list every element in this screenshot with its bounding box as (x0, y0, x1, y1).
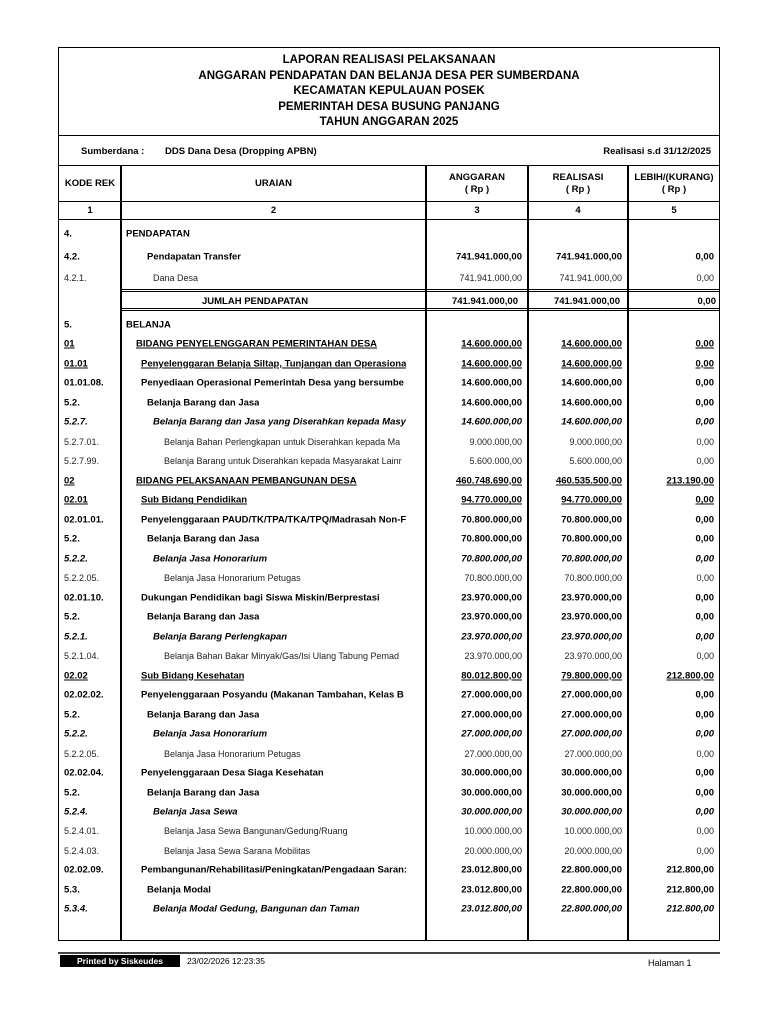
kode-rekening: 5.2.2.05. (64, 573, 100, 584)
column-number: 3 (474, 204, 480, 216)
table-row (59, 646, 719, 666)
table-row (59, 247, 719, 267)
uraian-text: Pembangunan/Rehabilitasi/Peningkatan/Pengadaan Saran: (141, 864, 408, 876)
column-number: 2 (270, 204, 277, 216)
anggaran-value: 20.000.000,00 (464, 845, 522, 856)
realisasi-value: 14.600.000,00 (561, 338, 622, 350)
lebih-kurang-value: 212.800,00 (666, 864, 714, 876)
footer-divider (58, 952, 720, 954)
anggaran-value: 23.012.800,00 (461, 884, 522, 896)
header-anggaran (426, 166, 528, 201)
uraian-text: Belanja Bahan Perlengkapan untuk Diserahkan kepada Ma (164, 436, 401, 447)
realisasi-value: 14.600.000,00 (561, 377, 622, 389)
lebih-kurang-value: 212.800,00 (666, 670, 714, 682)
uraian-text: Belanja Barang dan Jasa (147, 397, 260, 409)
printed-by-badge: Printed by Siskeudes (60, 955, 180, 967)
realisasi-value: 27.000.000,00 (561, 709, 622, 721)
anggaran-value: 23.970.000,00 (464, 651, 522, 662)
anggaran-value: 23.970.000,00 (461, 611, 522, 623)
kode-rekening: 5.2. (64, 397, 80, 409)
page-number: Halaman 1 (648, 958, 692, 968)
table-row (59, 802, 719, 822)
realisasi-value: 30.000.000,00 (561, 767, 622, 779)
lebih-kurang-value: 0,00 (696, 845, 714, 856)
kode-rekening: 02.02.02. (64, 689, 104, 701)
kode-rekening: 5.2.4. (64, 806, 88, 818)
lebih-kurang-value: 0,00 (696, 826, 714, 837)
uraian-text: Belanja Jasa Sewa (153, 806, 238, 818)
uraian-text: Belanja Barang Perlengkapan (153, 631, 288, 643)
anggaran-value: 10.000.000,00 (464, 826, 522, 837)
column-number: 5 (671, 204, 677, 216)
realisasi-value: 22.800.000,00 (561, 864, 622, 876)
table-row (59, 510, 719, 530)
realisasi-value: 20.000.000,00 (564, 845, 622, 856)
print-datetime: 23/02/2026 12:23:35 (187, 956, 265, 966)
jumlah-pendapatan-row (122, 289, 720, 311)
sumberdana-row (59, 136, 719, 166)
uraian-text: Belanja Barang untuk Diserahkan kepada Masyarakat Lainr (164, 456, 402, 467)
anggaran-value: 27.000.000,00 (461, 728, 522, 740)
lebih-kurang-value: 0,00 (695, 611, 714, 623)
kode-rekening: 5.2.7.99. (64, 456, 100, 467)
uraian-text: Belanja Barang dan Jasa (147, 709, 260, 721)
table-row (59, 860, 719, 880)
uraian-text: Dana Desa (153, 273, 199, 283)
lebih-kurang-value: 0,00 (695, 631, 714, 643)
kode-rekening: 5.2. (64, 709, 80, 721)
anggaran-value: 460.748.690,00 (455, 475, 522, 487)
header-unit: ( Rp ) (565, 183, 591, 195)
realisasi-value: 22.800.000,00 (561, 884, 622, 896)
table-row (59, 705, 719, 725)
uraian-text: BIDANG PENYELENGGARAN PEMERINTAHAN DESA (136, 338, 378, 350)
table-row (59, 880, 719, 900)
kode-rekening: 5.2.2. (64, 553, 88, 565)
report-title (59, 48, 719, 136)
table-body (59, 220, 719, 940)
lebih-kurang-value: 0,00 (696, 748, 714, 759)
realisasi-value: 741.941.000,00 (555, 251, 622, 263)
realisasi-value: 23.970.000,00 (561, 631, 622, 643)
anggaran-value: 23.970.000,00 (461, 592, 522, 604)
lebih-kurang-value: 0,00 (695, 553, 714, 565)
uraian-text: Belanja Barang dan Jasa (147, 787, 260, 799)
realisasi-value: 27.000.000,00 (564, 748, 622, 759)
lebih-kurang-value: 213.190,00 (666, 475, 714, 487)
uraian-text: Penyediaan Operasional Pemerintah Desa yang bersumbe (141, 377, 404, 389)
table-row (59, 588, 719, 608)
lebih-kurang-value: 0,00 (695, 251, 714, 263)
table-row (59, 268, 719, 288)
anggaran-value: 70.800.000,00 (461, 514, 522, 526)
table-row (59, 627, 719, 647)
table-row (59, 471, 719, 491)
realisasi-value: 5.600.000,00 (569, 456, 622, 467)
table-row (59, 334, 719, 354)
anggaran-value: 94.770.000,00 (461, 494, 522, 506)
anggaran-value: 5.600.000,00 (469, 456, 522, 467)
header-lebih-label: LEBIH/(KURANG) (634, 171, 714, 183)
anggaran-value: 70.800.000,00 (461, 533, 522, 545)
anggaran-value: 14.600.000,00 (461, 338, 522, 350)
realisasi-value: 79.800.000,00 (561, 670, 622, 682)
uraian-text: BIDANG PELAKSANAAN PEMBANGUNAN DESA (136, 475, 357, 487)
kode-rekening: 5.3. (64, 884, 80, 896)
uraian-text: Penyelenggaraan PAUD/TK/TPA/TKA/TPQ/Madrasah Non-F (141, 514, 407, 526)
kode-rekening: 01.01 (64, 358, 88, 370)
uraian-text: PENDAPATAN (126, 228, 190, 240)
lebih-kurang-value: 0,00 (695, 358, 714, 370)
realisasi-value: 70.800.000,00 (564, 573, 622, 584)
jumlah-lebih: 0,00 (697, 296, 716, 307)
table-row (59, 607, 719, 627)
header-uraian: URAIAN (255, 177, 292, 189)
realisasi-value: 14.600.000,00 (561, 397, 622, 409)
lebih-kurang-value: 0,00 (695, 416, 714, 428)
lebih-kurang-value: 0,00 (695, 338, 714, 350)
realisasi-value: 9.000.000,00 (569, 436, 622, 447)
table-row (59, 763, 719, 783)
table-row (59, 685, 719, 705)
header-unit: ( Rp ) (661, 183, 687, 195)
table-row (59, 549, 719, 569)
anggaran-value: 23.970.000,00 (461, 631, 522, 643)
title-line: TAHUN ANGGARAN 2025 (319, 116, 459, 128)
table-row (59, 432, 719, 452)
uraian-text: Penyelenggaraan Posyandu (Makanan Tambahan, Kelas B (141, 689, 404, 701)
jumlah-label: JUMLAH PENDAPATAN (202, 296, 309, 307)
anggaran-value: 70.800.000,00 (461, 553, 522, 565)
table-row (59, 412, 719, 432)
lebih-kurang-value: 0,00 (696, 456, 714, 467)
anggaran-value: 741.941.000,00 (459, 273, 522, 283)
title-line: ANGGARAN PENDAPATAN DAN BELANJA DESA PER SUMBERDANA (198, 69, 580, 82)
kode-rekening: 5.2.2.05. (64, 748, 100, 759)
lebih-kurang-value: 0,00 (696, 651, 714, 662)
realisasi-value: 94.770.000,00 (561, 494, 622, 506)
uraian-text: Dukungan Pendidikan bagi Siswa Miskin/Berprestasi (141, 592, 380, 604)
kode-rekening: 5.2.2. (64, 728, 88, 740)
table-row (59, 724, 719, 744)
header-realisasi-label: REALISASI (552, 171, 604, 183)
kode-rekening: 5.2. (64, 787, 80, 799)
anggaran-value: 30.000.000,00 (461, 806, 522, 818)
kode-rekening: 02.01.10. (64, 592, 104, 604)
table-row (59, 529, 719, 549)
lebih-kurang-value: 0,00 (695, 689, 714, 701)
title-line: KECAMATAN KEPULAUAN POSEK (293, 85, 485, 97)
lebih-kurang-value: 0,00 (695, 806, 714, 818)
uraian-text: Sub Bidang Pendidikan (141, 494, 248, 506)
lebih-kurang-value: 0,00 (695, 397, 714, 409)
uraian-text: Belanja Modal Gedung, Bangunan dan Taman (153, 903, 360, 915)
anggaran-value: 14.600.000,00 (461, 358, 522, 370)
realisasi-date: Realisasi s.d 31/12/2025 (603, 146, 711, 157)
kode-rekening: 5.2.4.01. (64, 826, 100, 837)
kode-rekening: 02.01.01. (64, 514, 104, 526)
anggaran-value: 9.000.000,00 (469, 436, 522, 447)
uraian-text: Belanja Jasa Honorarium Petugas (164, 573, 301, 584)
table-row (59, 224, 719, 244)
realisasi-value: 10.000.000,00 (564, 826, 622, 837)
jumlah-realisasi: 741.941.000,00 (553, 296, 620, 307)
uraian-text: Penyelenggaraan Desa Siaga Kesehatan (141, 767, 324, 779)
realisasi-value: 27.000.000,00 (561, 728, 622, 740)
lebih-kurang-value: 0,00 (695, 514, 714, 526)
table-row (59, 568, 719, 588)
realisasi-value: 27.000.000,00 (561, 689, 622, 701)
uraian-text: Belanja Barang dan Jasa yang Diserahkan kepada Masy (153, 416, 406, 428)
title-line: PEMERINTAH DESA BUSUNG PANJANG (278, 100, 500, 113)
kode-rekening: 02.02.09. (64, 864, 104, 876)
kode-rekening: 4.2.1. (64, 273, 87, 283)
anggaran-value: 741.941.000,00 (455, 251, 522, 263)
anggaran-value: 27.000.000,00 (461, 689, 522, 701)
anggaran-value: 14.600.000,00 (461, 416, 522, 428)
table-header (59, 166, 719, 202)
kode-rekening: 5.2. (64, 611, 80, 623)
anggaran-value: 14.600.000,00 (461, 377, 522, 389)
kode-rekening: 02.01 (64, 494, 88, 506)
anggaran-value: 23.012.800,00 (461, 903, 522, 915)
kode-rekening: 01 (64, 338, 75, 350)
uraian-text: Sub Bidang Kesehatan (141, 670, 245, 682)
header-unit: ( Rp ) (464, 183, 490, 195)
table-row (59, 490, 719, 510)
realisasi-value: 14.600.000,00 (561, 416, 622, 428)
column-numbers (59, 202, 719, 220)
kode-rekening: 4. (64, 228, 72, 240)
kode-rekening: 4.2. (64, 251, 80, 263)
lebih-kurang-value: 0,00 (695, 767, 714, 779)
anggaran-value: 70.800.000,00 (464, 573, 522, 584)
lebih-kurang-value: 0,00 (696, 573, 714, 584)
realisasi-value: 22.800.000,00 (561, 903, 622, 915)
column-number: 1 (87, 204, 93, 216)
uraian-text: BELANJA (126, 319, 171, 331)
uraian-text: Belanja Jasa Honorarium (153, 553, 268, 565)
lebih-kurang-value: 0,00 (695, 533, 714, 545)
table-row (59, 315, 719, 335)
kode-rekening: 5.2.1.04. (64, 651, 100, 662)
uraian-text: Belanja Jasa Sewa Sarana Mobilitas (164, 845, 311, 856)
kode-rekening: 5.2.7.01. (64, 436, 100, 447)
kode-rekening: 5.2.1. (64, 631, 88, 643)
table-row (59, 451, 719, 471)
lebih-kurang-value: 0,00 (695, 592, 714, 604)
anggaran-value: 27.000.000,00 (464, 748, 522, 759)
table-row (59, 393, 719, 413)
lebih-kurang-value: 0,00 (695, 709, 714, 721)
table-row (59, 354, 719, 374)
report-frame (58, 47, 720, 941)
header-realisasi (528, 166, 628, 201)
realisasi-value: 460.535.500,00 (555, 475, 622, 487)
realisasi-value: 23.970.000,00 (561, 592, 622, 604)
jumlah-anggaran: 741.941.000,00 (451, 296, 518, 307)
kode-rekening: 02 (64, 475, 75, 487)
uraian-text: Belanja Modal (147, 884, 211, 896)
kode-rekening: 5.2. (64, 533, 80, 545)
anggaran-value: 30.000.000,00 (461, 767, 522, 779)
anggaran-value: 23.012.800,00 (461, 864, 522, 876)
realisasi-value: 741.941.000,00 (559, 273, 622, 283)
lebih-kurang-value: 0,00 (695, 728, 714, 740)
header-lebih (628, 166, 720, 201)
title-line: LAPORAN REALISASI PELAKSANAAN (282, 54, 496, 66)
realisasi-value: 14.600.000,00 (561, 358, 622, 370)
table-row (59, 666, 719, 686)
anggaran-value: 14.600.000,00 (461, 397, 522, 409)
kode-rekening: 5.2.4.03. (64, 845, 100, 856)
table-row (59, 744, 719, 764)
kode-rekening: 5. (64, 319, 72, 331)
kode-rekening: 5.3.4. (64, 903, 88, 915)
table-row (59, 841, 719, 861)
table-row (59, 821, 719, 841)
lebih-kurang-value: 0,00 (696, 436, 714, 447)
realisasi-value: 70.800.000,00 (561, 553, 622, 565)
header-kode: KODE REK (64, 177, 116, 189)
lebih-kurang-value: 212.800,00 (666, 903, 714, 915)
header-anggaran-label: ANGGARAN (449, 171, 505, 183)
table-row (59, 899, 719, 919)
anggaran-value: 27.000.000,00 (461, 709, 522, 721)
sumberdana-value: DDS Dana Desa (Dropping APBN) (165, 146, 317, 157)
lebih-kurang-value: 0,00 (695, 787, 714, 799)
realisasi-value: 70.800.000,00 (561, 533, 622, 545)
uraian-text: Belanja Jasa Sewa Bangunan/Gedung/Ruang (164, 826, 348, 837)
column-number: 4 (575, 204, 581, 216)
lebih-kurang-value: 0,00 (695, 377, 714, 389)
uraian-text: Belanja Jasa Honorarium Petugas (164, 748, 301, 759)
sumberdana-label: Sumberdana : (81, 146, 145, 157)
uraian-text: Belanja Jasa Honorarium (153, 728, 268, 740)
kode-rekening: 02.02.04. (64, 767, 104, 779)
anggaran-value: 30.000.000,00 (461, 787, 522, 799)
table-row (59, 783, 719, 803)
lebih-kurang-value: 0,00 (695, 494, 714, 506)
uraian-text: Penyelenggaran Belanja Siltap, Tunjangan dan Operasiona (141, 358, 407, 370)
realisasi-value: 30.000.000,00 (561, 806, 622, 818)
kode-rekening: 02.02 (64, 670, 88, 682)
uraian-text: Belanja Bahan Bakar Minyak/Gas/Isi Ulang Tabung Pemad (164, 651, 399, 662)
realisasi-value: 70.800.000,00 (561, 514, 622, 526)
realisasi-value: 23.970.000,00 (561, 611, 622, 623)
table-row (59, 373, 719, 393)
uraian-text: Belanja Barang dan Jasa (147, 611, 260, 623)
uraian-text: Belanja Barang dan Jasa (147, 533, 260, 545)
lebih-kurang-value: 0,00 (696, 273, 714, 283)
uraian-text: Pendapatan Transfer (147, 251, 241, 263)
realisasi-value: 23.970.000,00 (564, 651, 622, 662)
kode-rekening: 5.2.7. (64, 416, 88, 428)
anggaran-value: 80.012.800,00 (461, 670, 522, 682)
kode-rekening: 01.01.08. (64, 377, 104, 389)
lebih-kurang-value: 212.800,00 (666, 884, 714, 896)
realisasi-value: 30.000.000,00 (561, 787, 622, 799)
